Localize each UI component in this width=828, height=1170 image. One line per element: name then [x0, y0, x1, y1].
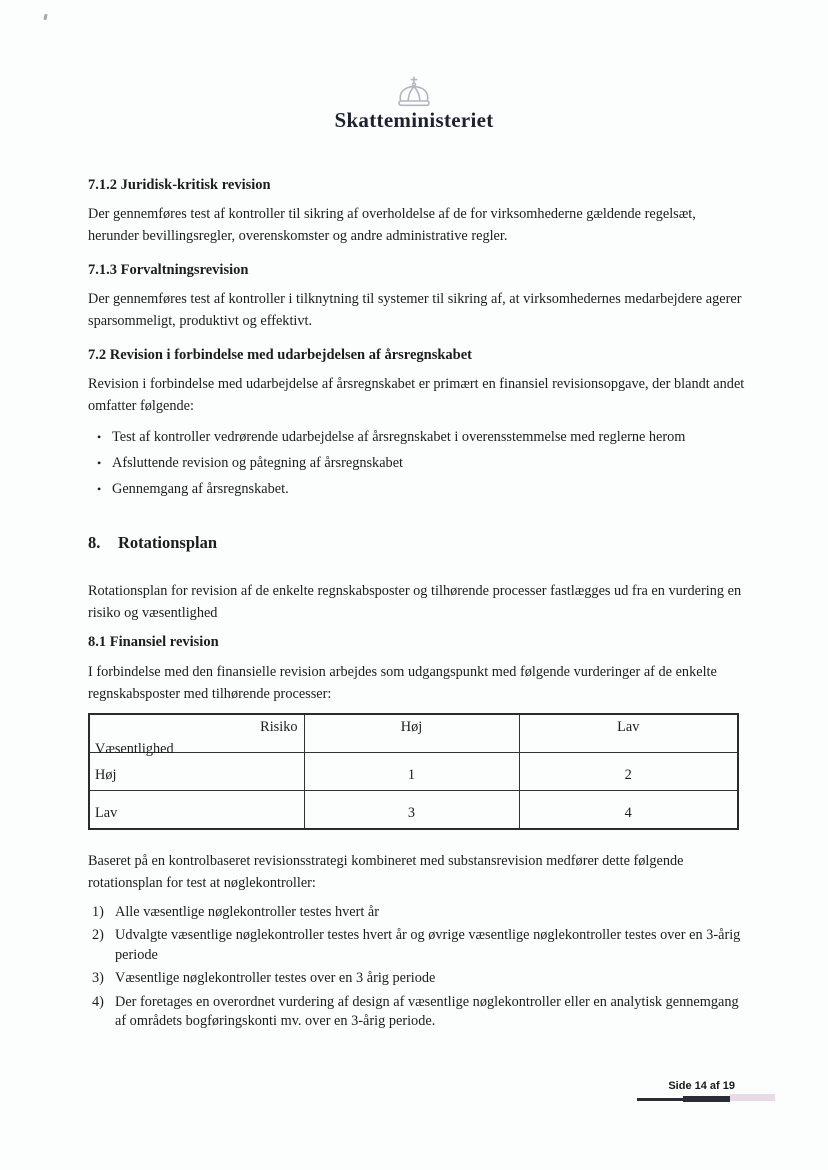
- paragraph-7-1-2: Der gennemføres test af kontroller til sikring af overholdelse af de for virksomhederne gældende regelsæt, herunder bevillingsregler, overenskomster og andre administrative regler.: [88, 206, 696, 244]
- item-text: Væsentlige nøglekontroller testes over en 3 årig periode: [115, 970, 436, 986]
- numbered-item: [88, 926, 748, 965]
- bullet-marker: •: [97, 430, 102, 444]
- corner-label-risiko: Risiko: [260, 719, 298, 735]
- item-text: Der foretages en overordnet vurdering af design af væsentlige nøglekontroller eller en analytisk gennemgang af områdets bogføringskonti mv. over en 3-årig periode.: [115, 993, 739, 1029]
- list-item-text: Afsluttende revision og påtegning af årsregnskabet: [112, 455, 404, 471]
- paragraph-rotation: Baseret på en kontrolbaseret revisionsstrategi kombineret med substansrevision medfører dette følgende rotationsplan for test at nøglekontroller:: [88, 852, 684, 891]
- document-content: [88, 175, 748, 1032]
- item-text: Udvalgte væsentlige nøglekontroller testes hvert år og øvrige væsentlige nøglekontroller testes over en 3-årig periode: [115, 927, 741, 963]
- numbered-item: [88, 969, 748, 989]
- item-number: 2): [92, 927, 104, 943]
- cell-value: 2: [519, 753, 738, 791]
- heading-8: [88, 532, 748, 554]
- heading-8-1: 8.1 Finansiel revision: [88, 634, 219, 650]
- item-text: Alle væsentlige nøglekontroller testes hvert år: [115, 903, 380, 920]
- cell-value: 4: [519, 791, 738, 829]
- rotation-numbered-list: [88, 903, 748, 1032]
- page-number-label: Side 14 af 19: [668, 1080, 735, 1092]
- bullet-list-7-2: [88, 427, 748, 500]
- footer-rule: [637, 1094, 777, 1102]
- row-label-hoej: Høj: [89, 753, 304, 791]
- column-header-hoej: Høj: [304, 714, 519, 753]
- table-header-row: [89, 714, 738, 753]
- heading-7-1-3: 7.1.3 Forvaltningsrevision: [88, 262, 249, 278]
- list-item: [88, 427, 748, 448]
- crown-icon: [391, 76, 437, 107]
- item-number: 4): [92, 993, 104, 1010]
- column-header-lav: Lav: [519, 714, 738, 753]
- heading-8-number: 8.: [88, 533, 101, 552]
- paragraph-7-2: Revision i forbindelse med udarbejdelse af årsregnskabet er primært en finansiel revisionsopgave, der blandt andet omfatter følgende:: [88, 376, 745, 414]
- footer-rule-dark-thin: [637, 1098, 683, 1101]
- footer-rule-light: [730, 1094, 775, 1101]
- item-number: 3): [92, 970, 104, 986]
- ministry-masthead: [0, 0, 828, 146]
- corner-header-cell: [89, 714, 304, 757]
- row-label-lav: Lav: [89, 791, 304, 829]
- ministry-title: Skatteministeriet: [334, 108, 494, 132]
- paragraph-8-1: I forbindelse med den finansielle revision arbejdes som udgangspunkt med følgende vurderinger af de enkelte regnskabsposter med tilhørende processer:: [88, 664, 717, 702]
- heading-7-1-2: 7.1.2 Juridisk-kritisk revision: [88, 177, 271, 193]
- heading-7-2: 7.2 Revision i forbindelse med udarbejdelsen af årsregnskabet: [88, 347, 472, 363]
- footer-rule-dark-thick: [683, 1096, 730, 1102]
- numbered-item: [88, 903, 748, 923]
- corner-label-vaesentlighed: Væsentlighed: [95, 741, 174, 757]
- paragraph-8: Rotationsplan for revision af de enkelte regnskabsposter og tilhørende processer fastlægges ud fra en vurdering en risiko og væsentlighed: [88, 583, 742, 621]
- cell-value: 3: [304, 791, 519, 829]
- bullet-marker: •: [97, 456, 102, 470]
- table-row: [89, 791, 738, 829]
- paragraph-7-1-3: Der gennemføres test af kontroller i tilknytning til systemer til sikring af, at virksomhedernes medarbejdere agerer sparsommeligt, produktivt og effektivt.: [88, 291, 742, 329]
- list-item: [88, 453, 748, 474]
- table-row: [89, 753, 738, 791]
- cell-value: 1: [304, 753, 519, 791]
- list-item: [88, 479, 748, 500]
- risk-materiality-matrix: [88, 713, 739, 830]
- list-item-text: Gennemgang af årsregnskabet.: [112, 481, 289, 497]
- bullet-marker: •: [97, 482, 102, 496]
- heading-8-title: Rotationsplan: [118, 533, 218, 552]
- item-number: 1): [92, 903, 104, 920]
- list-item-text: Test af kontroller vedrørende udarbejdelse af årsregnskabet i overensstemmelse med reglerne herom: [112, 429, 686, 445]
- page-footer: [637, 1080, 777, 1102]
- numbered-item: [88, 993, 748, 1032]
